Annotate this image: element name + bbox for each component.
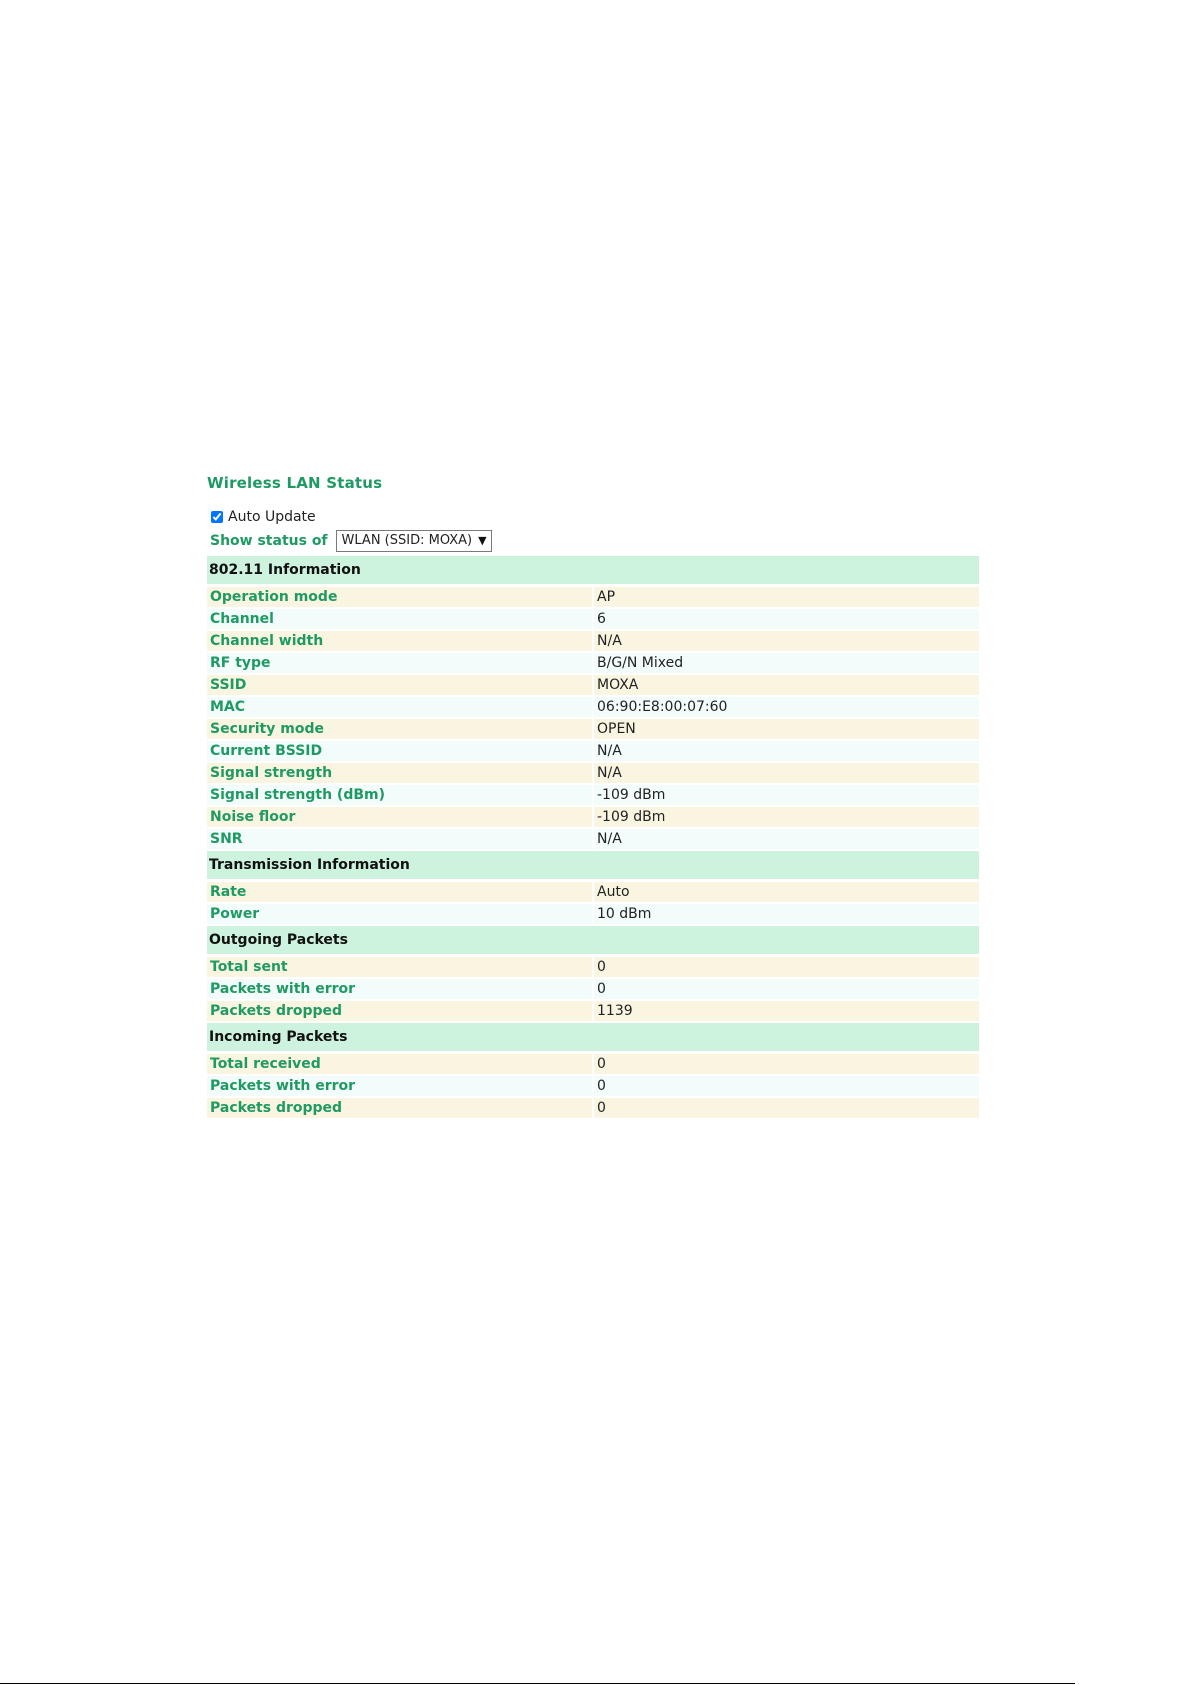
section-header xyxy=(207,850,979,881)
table-row xyxy=(207,630,979,652)
table-row xyxy=(207,806,979,828)
row-value: MOXA xyxy=(593,674,979,696)
table-row xyxy=(207,881,979,904)
row-value: 1139 xyxy=(593,1000,979,1022)
row-value: -109 dBm xyxy=(593,784,979,806)
row-value: 6 xyxy=(593,608,979,630)
row-label: Packets dropped xyxy=(207,1097,593,1119)
page-bottom-rule xyxy=(0,1683,1075,1684)
show-status-select[interactable] xyxy=(336,530,492,552)
row-label: MAC xyxy=(207,696,593,718)
table-row xyxy=(207,718,979,740)
row-value: 10 dBm xyxy=(593,903,979,925)
table-row xyxy=(207,586,979,609)
row-value: 0 xyxy=(593,1097,979,1119)
status-table xyxy=(207,556,979,1120)
wireless-lan-status-panel xyxy=(207,470,979,1120)
row-label: Channel width xyxy=(207,630,593,652)
row-value: N/A xyxy=(593,630,979,652)
row-value: 0 xyxy=(593,956,979,979)
section-title: Incoming Packets xyxy=(207,1022,979,1053)
row-label: Channel xyxy=(207,608,593,630)
row-value: 0 xyxy=(593,1075,979,1097)
section-header xyxy=(207,556,979,586)
table-row xyxy=(207,652,979,674)
row-label: Power xyxy=(207,903,593,925)
row-label: Operation mode xyxy=(207,586,593,609)
row-label: Current BSSID xyxy=(207,740,593,762)
row-label: Packets dropped xyxy=(207,1000,593,1022)
table-row xyxy=(207,903,979,925)
show-status-label: Show status of xyxy=(210,533,328,549)
dropdown-arrow-icon: ▼ xyxy=(478,534,487,547)
table-row xyxy=(207,956,979,979)
table-row xyxy=(207,828,979,850)
row-label: Total received xyxy=(207,1053,593,1076)
row-label: RF type xyxy=(207,652,593,674)
row-value: N/A xyxy=(593,762,979,784)
row-label: Packets with error xyxy=(207,978,593,1000)
row-value: B/G/N Mixed xyxy=(593,652,979,674)
table-row xyxy=(207,762,979,784)
row-label: Security mode xyxy=(207,718,593,740)
row-value: 0 xyxy=(593,978,979,1000)
row-value: Auto xyxy=(593,881,979,904)
row-value: OPEN xyxy=(593,718,979,740)
section-title: Outgoing Packets xyxy=(207,925,979,956)
table-row xyxy=(207,978,979,1000)
row-label: Rate xyxy=(207,881,593,904)
row-label: Total sent xyxy=(207,956,593,979)
row-label: Noise floor xyxy=(207,806,593,828)
table-row xyxy=(207,608,979,630)
auto-update-checkbox[interactable] xyxy=(211,511,223,523)
page-title: Wireless LAN Status xyxy=(207,474,383,492)
row-value: -109 dBm xyxy=(593,806,979,828)
table-row xyxy=(207,1053,979,1076)
row-value: N/A xyxy=(593,828,979,850)
table-row xyxy=(207,1000,979,1022)
auto-update-label[interactable]: Auto Update xyxy=(228,509,316,525)
show-status-row xyxy=(207,528,979,554)
section-header xyxy=(207,1022,979,1053)
table-row xyxy=(207,696,979,718)
row-value: 06:90:E8:00:07:60 xyxy=(593,696,979,718)
row-label: Signal strength (dBm) xyxy=(207,784,593,806)
row-label: Signal strength xyxy=(207,762,593,784)
row-label: SSID xyxy=(207,674,593,696)
section-title: Transmission Information xyxy=(207,850,979,881)
table-row xyxy=(207,740,979,762)
table-row xyxy=(207,784,979,806)
auto-update-row xyxy=(207,506,979,528)
row-value: N/A xyxy=(593,740,979,762)
table-row xyxy=(207,1097,979,1119)
row-value: 0 xyxy=(593,1053,979,1076)
section-title: 802.11 Information xyxy=(207,556,979,586)
show-status-selected-value: WLAN (SSID: MOXA) xyxy=(341,533,473,548)
row-label: SNR xyxy=(207,828,593,850)
section-header xyxy=(207,925,979,956)
row-value: AP xyxy=(593,586,979,609)
table-row xyxy=(207,674,979,696)
row-label: Packets with error xyxy=(207,1075,593,1097)
table-row xyxy=(207,1075,979,1097)
